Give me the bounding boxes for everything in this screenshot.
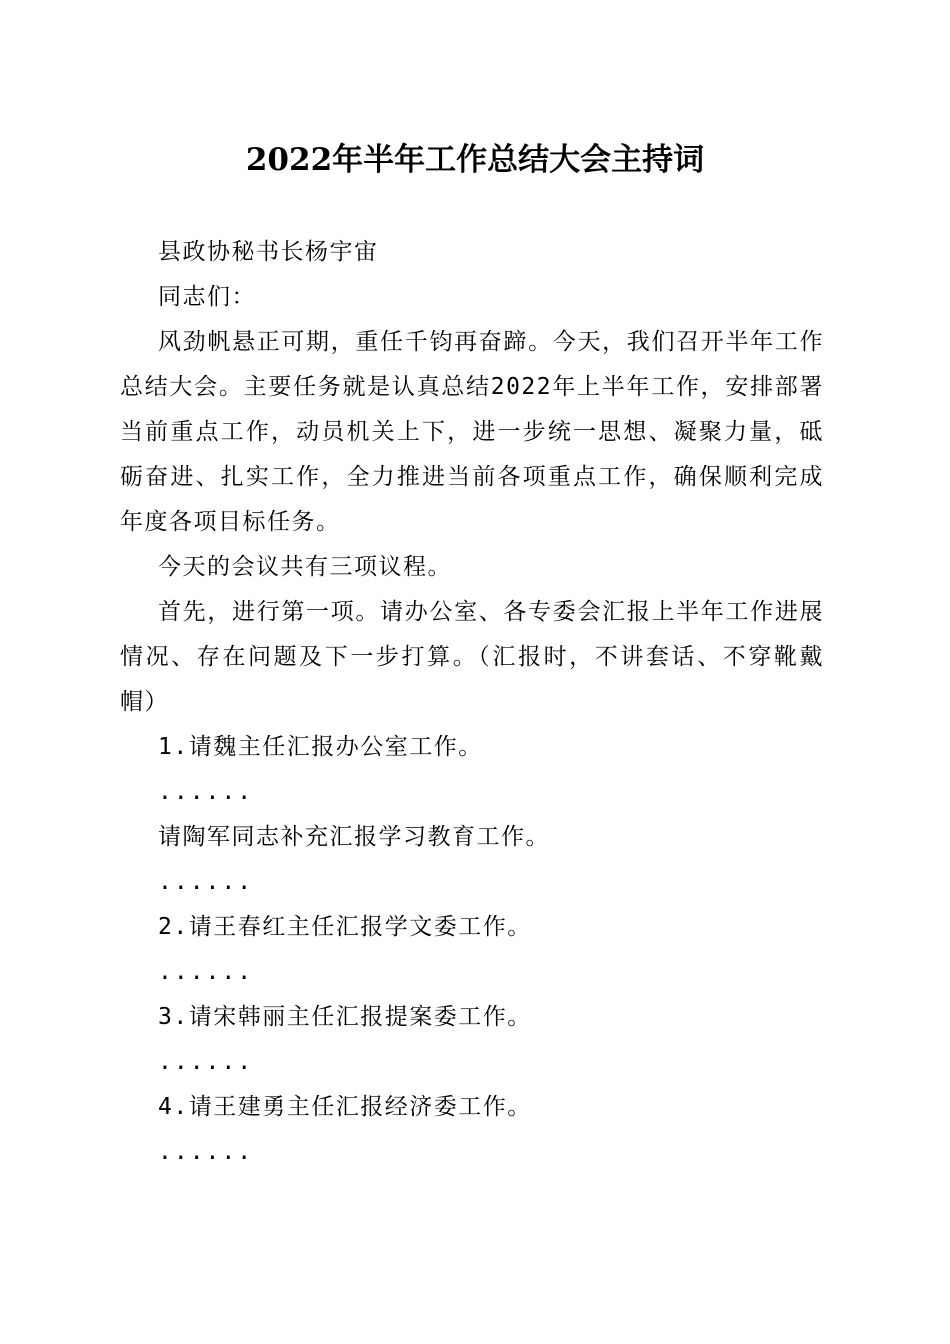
ellipsis-5: ...... [158, 1139, 254, 1165]
ellipsis-1: ...... [158, 779, 254, 805]
ellipsis-4: ...... [158, 1049, 254, 1075]
ellipsis-3: ...... [158, 959, 254, 985]
intro-paragraph: 风劲帆悬正可期，重任千钧再奋蹄。今天，我们召开半年工作总结大会。主要任务就是认真总结2022年上半年工作，安排部署当前重点工作，动员机关上下，进一步统一思想、凝聚力量，砥砺奋进、扎实工作，全力推进当前各项重点工作，确保顺利完成年度各项目标任务。 [120, 329, 824, 535]
report-item-2: 2.请王春红主任汇报学文委工作。 [158, 914, 532, 940]
report-item-4: 4.请王建勇主任汇报经济委工作。 [158, 1094, 532, 1120]
ellipsis-2: ...... [158, 869, 254, 895]
report-item-1-supplement: 请陶军同志补充汇报学习教育工作。 [158, 824, 550, 850]
first-agenda-item: 首先，进行第一项。请办公室、各专委会汇报上半年工作进展情况、存在问题及下一步打算。（汇报时，不讲套话、不穿靴戴帽） [120, 599, 824, 715]
document-title: 2022年半年工作总结大会主持词 [245, 142, 705, 178]
salutation: 同志们： [158, 284, 256, 310]
document-body [120, 230, 824, 1175]
report-item-3: 3.请宋韩丽主任汇报提案委工作。 [158, 1004, 532, 1030]
speaker-line: 县政协秘书长杨宇宙 [158, 239, 379, 265]
report-item-1: 1.请魏主任汇报办公室工作。 [158, 734, 483, 760]
agenda-intro: 今天的会议共有三项议程。 [158, 554, 452, 580]
